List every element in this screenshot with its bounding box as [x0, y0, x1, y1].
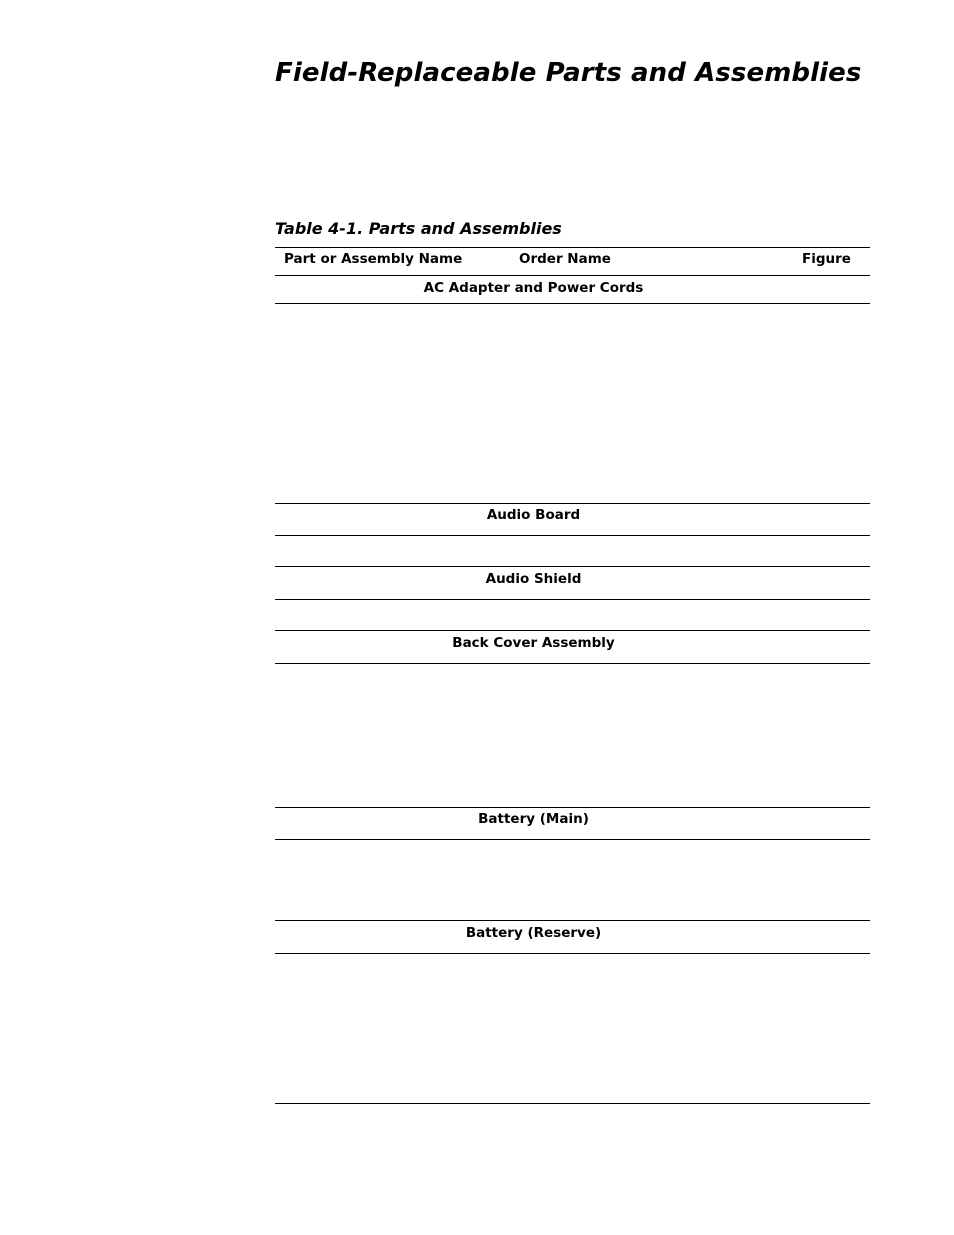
table-caption: Table 4-1. Parts and Assemblies: [275, 219, 562, 238]
column-header-part-name: Part or Assembly Name: [284, 251, 463, 267]
section-heading-audio-shield: Audio Shield: [485, 571, 582, 587]
section-heading-ac-adapter: AC Adapter and Power Cords: [423, 280, 644, 296]
section-rule: [275, 953, 870, 954]
header-bottom-rule: [275, 275, 870, 276]
section-rule: [275, 535, 870, 536]
table-bottom-rule: [275, 1103, 870, 1104]
section-rule: [275, 839, 870, 840]
section-rule: [275, 630, 870, 631]
section-rule: [275, 566, 870, 567]
section-rule: [275, 599, 870, 600]
column-header-order-name: Order Name: [519, 251, 611, 267]
page-title: Field-Replaceable Parts and Assemblies: [275, 58, 862, 88]
section-rule: [275, 807, 870, 808]
section-heading-battery-reserve: Battery (Reserve): [465, 925, 602, 941]
section-heading-audio-board: Audio Board: [486, 507, 581, 523]
section-heading-back-cover-assembly: Back Cover Assembly: [452, 635, 615, 651]
section-rule: [275, 920, 870, 921]
section-heading-battery-main: Battery (Main): [478, 811, 589, 827]
section-rule: [275, 303, 870, 304]
table-top-rule: [275, 247, 870, 248]
column-header-figure: Figure: [802, 251, 851, 267]
section-rule: [275, 503, 870, 504]
section-rule: [275, 663, 870, 664]
